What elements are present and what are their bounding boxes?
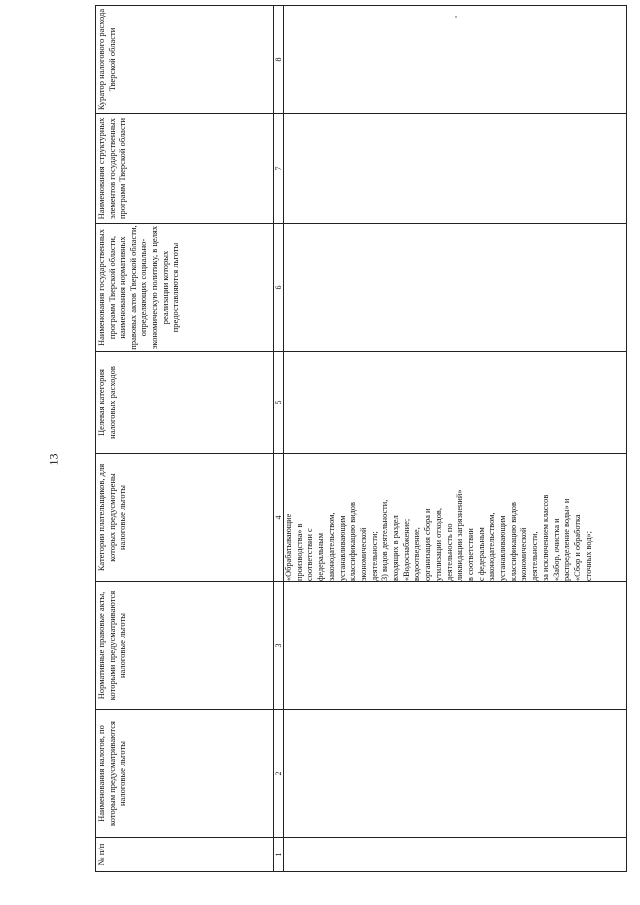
cell-state-programs [284, 224, 627, 352]
cell-curator [284, 6, 627, 114]
column-number-4: 4 [274, 454, 284, 582]
page-number: 13 [46, 453, 61, 466]
column-number-7: 7 [274, 114, 284, 224]
column-number-6: 6 [274, 224, 284, 352]
header-state-programs: Наименования государственных программ Тверской области, наименования нормативных правовых актов Тверской области, определяющих социально-экономическую политику, в целях реализации которых предоставляются льготы [96, 224, 274, 352]
tax-expenditures-table [95, 5, 627, 872]
column-number-2: 2 [274, 710, 284, 838]
column-number-1: 1 [274, 838, 284, 872]
header-structural-elements: Наименования структурных элементов государственных программ Тверской области [96, 114, 274, 224]
header-number: № п/п [96, 838, 274, 872]
column-number-8: 8 [274, 6, 284, 114]
cell-tax-names [284, 710, 627, 838]
column-number-row [274, 6, 284, 872]
rotated-table-container [95, 8, 627, 872]
header-legal-acts: Нормативные правовые акты, которыми предусматриваются налоговые льготы [96, 582, 274, 710]
header-tax-names: Наименования налогов, по которым предусматриваются налоговые льготы [96, 710, 274, 838]
cell-target-category [284, 352, 627, 454]
cell-structural-elements [284, 114, 627, 224]
cell-legal-acts [284, 582, 627, 710]
header-curator: Куратор налогового расхода Тверской области [96, 6, 274, 114]
header-row [96, 6, 274, 872]
cell-number [284, 838, 627, 872]
table-row [284, 6, 627, 872]
header-target-category: Целевая категория налоговых расходов [96, 352, 274, 454]
column-number-3: 3 [274, 582, 284, 710]
header-payer-categories: Категории плательщиков, для которых предусмотрены налоговые льготы [96, 454, 274, 582]
cell-payer-categories: «Обрабатывающие производства» в соответствии с федеральным законодательством, устанавливающим классификацию видов экономической деятельности; 3) видов деятельности, входящих в раздел «Водоснабжение; водоотведение, организация сбора и утилизации отходов, деятельность по ликвидации загрязнений» в соответствии с федеральным законодательством, устанавливающим классификацию видов экономической деятельности, за исключением классов «Забор, очистка и распределение воды» и «Сбор и обработка сточных вод»; [284, 454, 627, 582]
column-number-5: 5 [274, 352, 284, 454]
